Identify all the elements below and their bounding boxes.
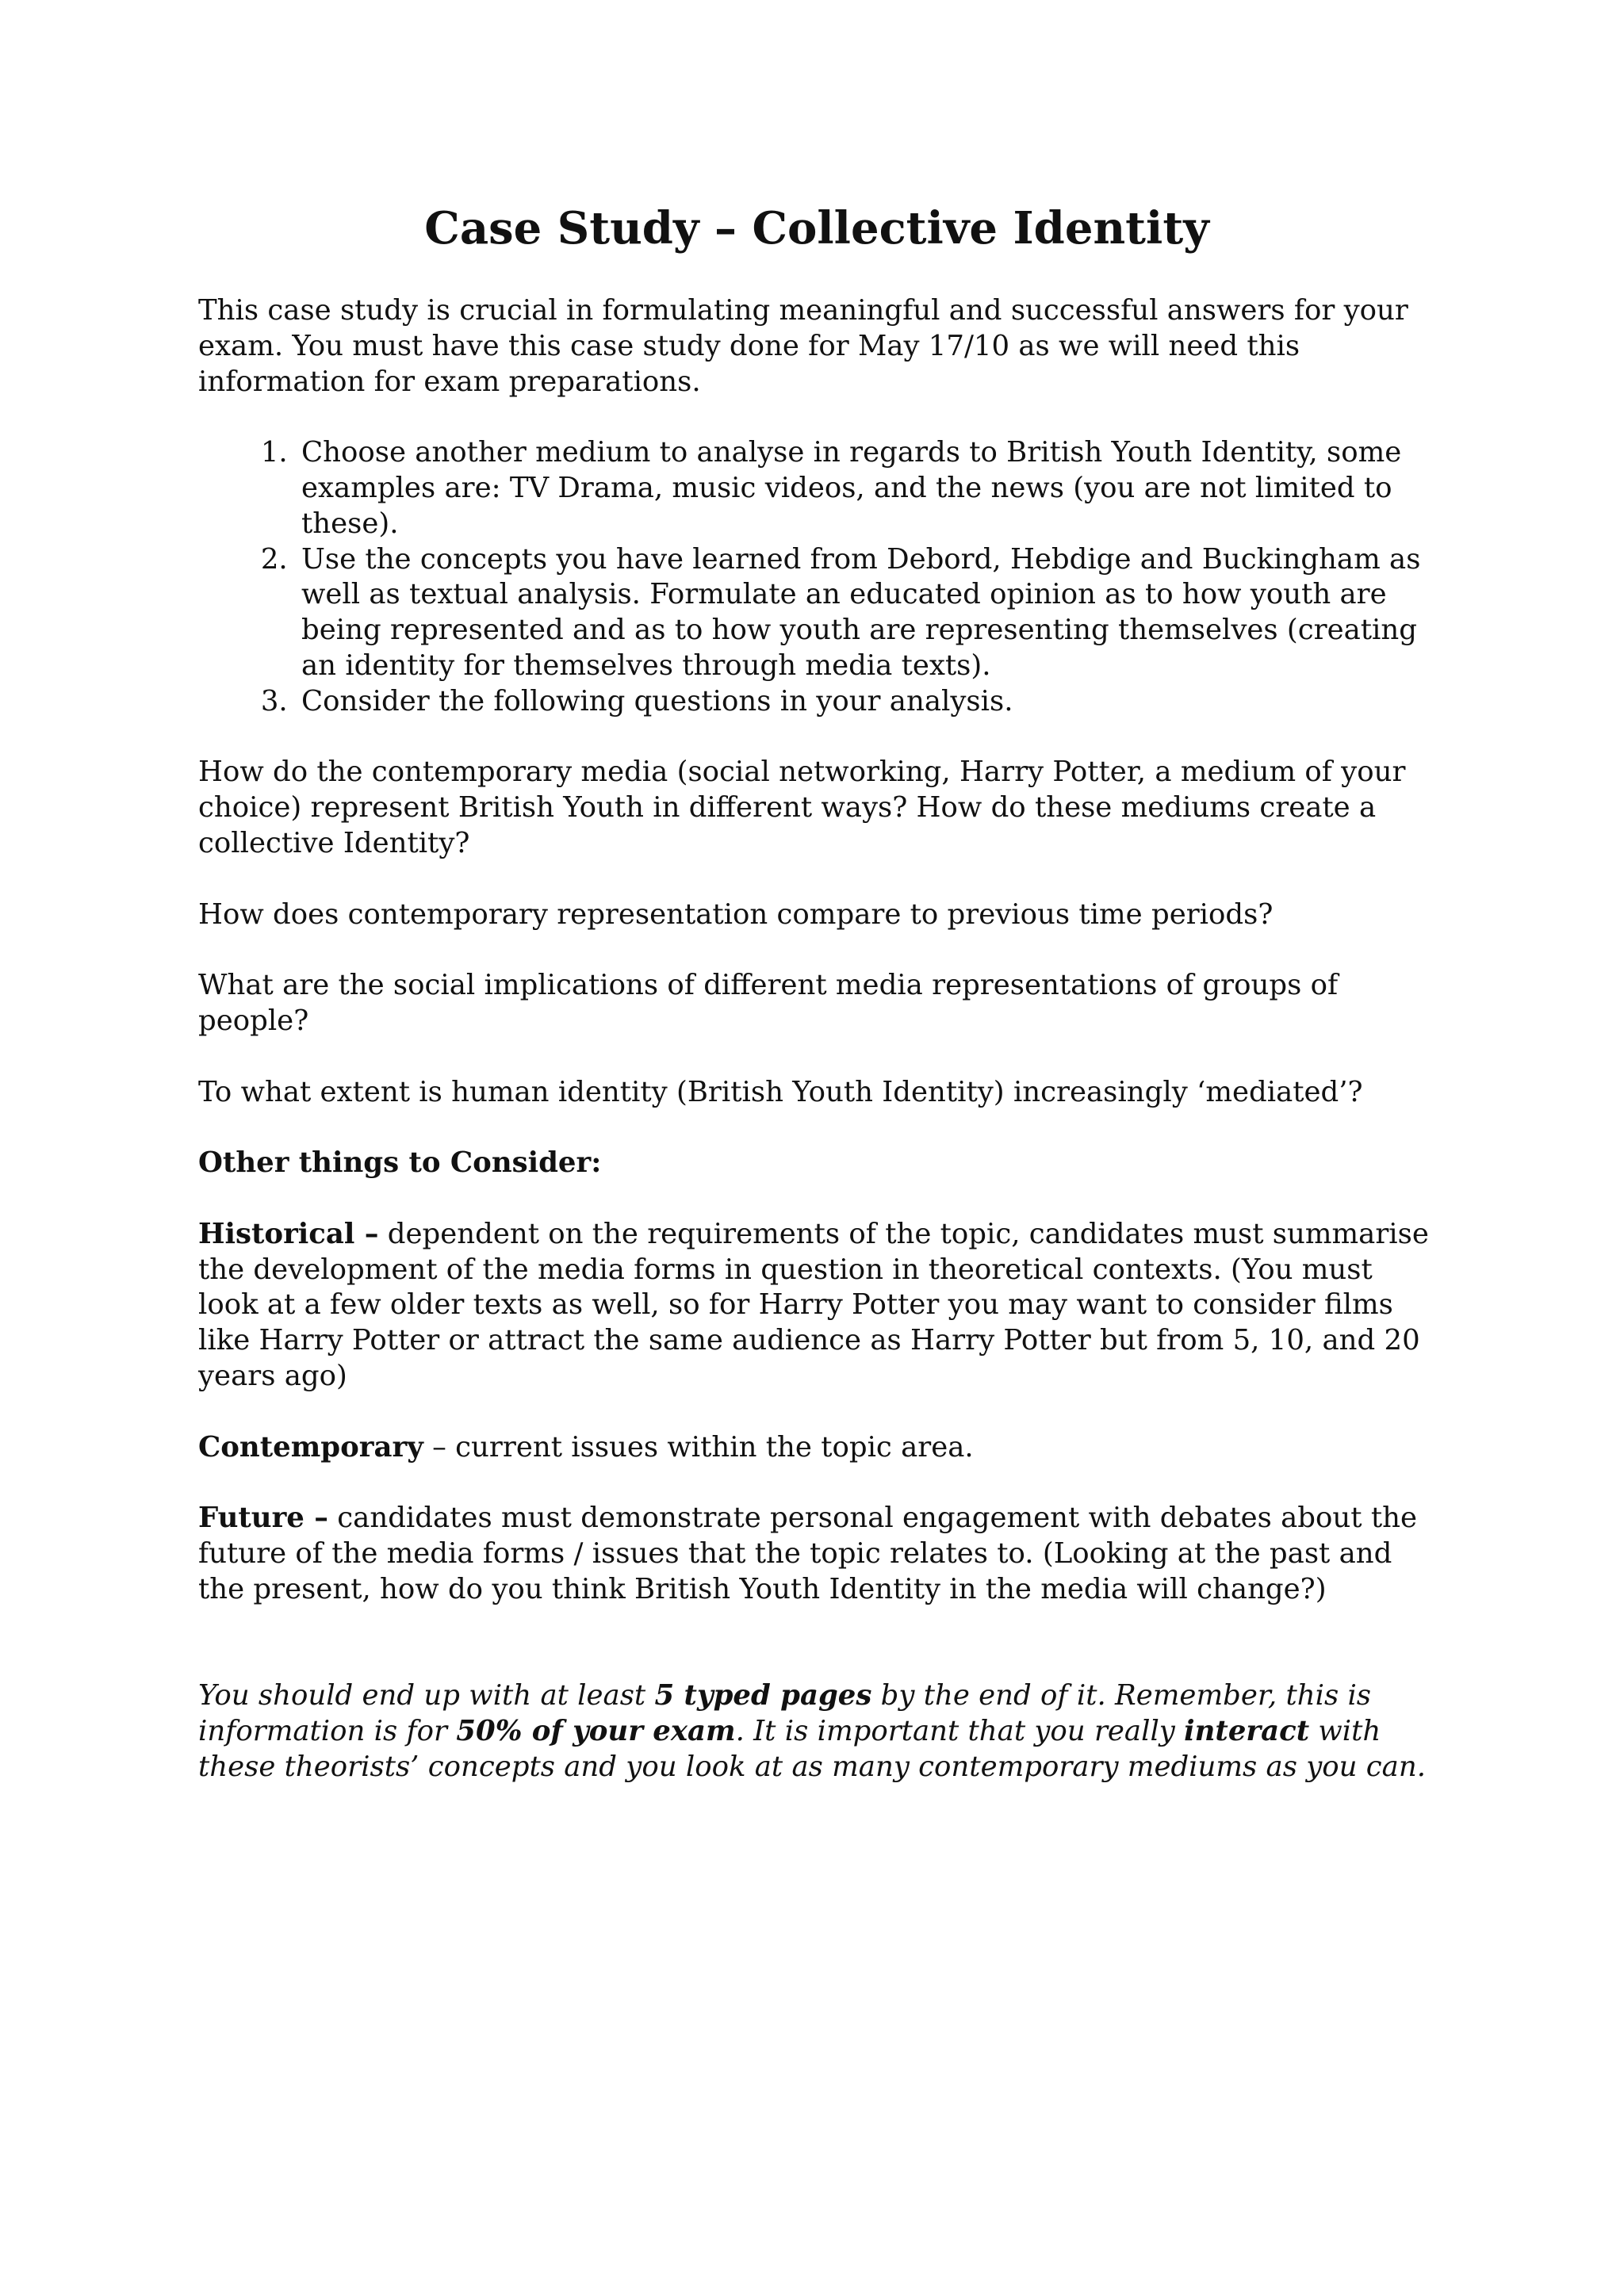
closing-part-2: by the end of it. Remember, this is information is for [198, 1679, 1372, 1747]
blank-line [198, 1643, 1435, 1678]
closing-emphasis-pages: 5 typed pages [654, 1679, 872, 1712]
task-item-2: 2. Use the concepts you have learned from Debord, Hebdige and Buckingham as well as textual analysis. Formulate an educated opinion as to how youth are being represented and as to how youth are representing themselves (creating an identity for themselves through media texts). [297, 542, 1435, 684]
contemporary-paragraph [198, 1430, 1435, 1466]
closing-emphasis-exam: 50% of your exam [456, 1714, 736, 1747]
intro-paragraph: This case study is crucial in formulating meaningful and successful answers for your exam. You must have this case study done for May 17/10 as we will need this information for exam preparations. [198, 294, 1408, 398]
task-item-1: 1. Choose another medium to analyse in regards to British Youth Identity, some examples are: TV Drama, music videos, and the news (you are not limited to these). [297, 435, 1435, 541]
future-paragraph [198, 1501, 1435, 1607]
closing-part-4: with these theorists’ concepts and you look at as many contemporary mediums as you can. [198, 1714, 1426, 1783]
closing-part-3: . It is important that you really [735, 1714, 1185, 1747]
question-1: How do the contemporary media (social networking, Harry Potter, a medium of your choice) represent British Youth in different ways? How do these mediums create a collective Identity? [198, 756, 1406, 859]
question-2: How does contemporary representation compare to previous time periods? [198, 897, 1274, 931]
future-label: Future – [198, 1502, 328, 1535]
document-body [198, 293, 1435, 1820]
question-3: What are the social implications of different media representations of groups of people? [198, 969, 1339, 1037]
closing-paragraph [198, 1678, 1435, 1785]
historical-text: dependent on the requirements of the topic, candidates must summarise the development of the media forms in question in theoretical contexts. (You must look at a few older texts as well, so for Harry Potter you may want to consider films like Harry Potter or attract the same audience as Harry Potter but from 5, 10, and 20 years ago) [198, 1217, 1429, 1392]
other-heading [198, 1146, 1435, 1181]
closing-part-1: You should end up with at least [198, 1679, 655, 1712]
task-list [198, 435, 1435, 719]
future-text: candidates must demonstrate personal engagement with debates about the future of the media forms / issues that the topic relates to. (Looking at the past and the present, how do you think British Youth Identity in the media will change?) [198, 1502, 1417, 1605]
contemporary-label: Contemporary [198, 1430, 423, 1464]
task-item-3: 3. Consider the following questions in your analysis. [297, 684, 1435, 720]
document-title: Case Study – Collective Identity [424, 202, 1209, 254]
other-heading-text: Other things to Consider: [198, 1146, 602, 1180]
historical-label: Historical – [198, 1217, 379, 1250]
historical-paragraph [198, 1217, 1435, 1395]
closing-emphasis-interact: interact [1184, 1714, 1310, 1747]
question-4: To what extent is human identity (British Youth Identity) increasingly ‘mediated’? [198, 1075, 1363, 1108]
contemporary-text: – current issues within the topic area. [423, 1430, 974, 1464]
